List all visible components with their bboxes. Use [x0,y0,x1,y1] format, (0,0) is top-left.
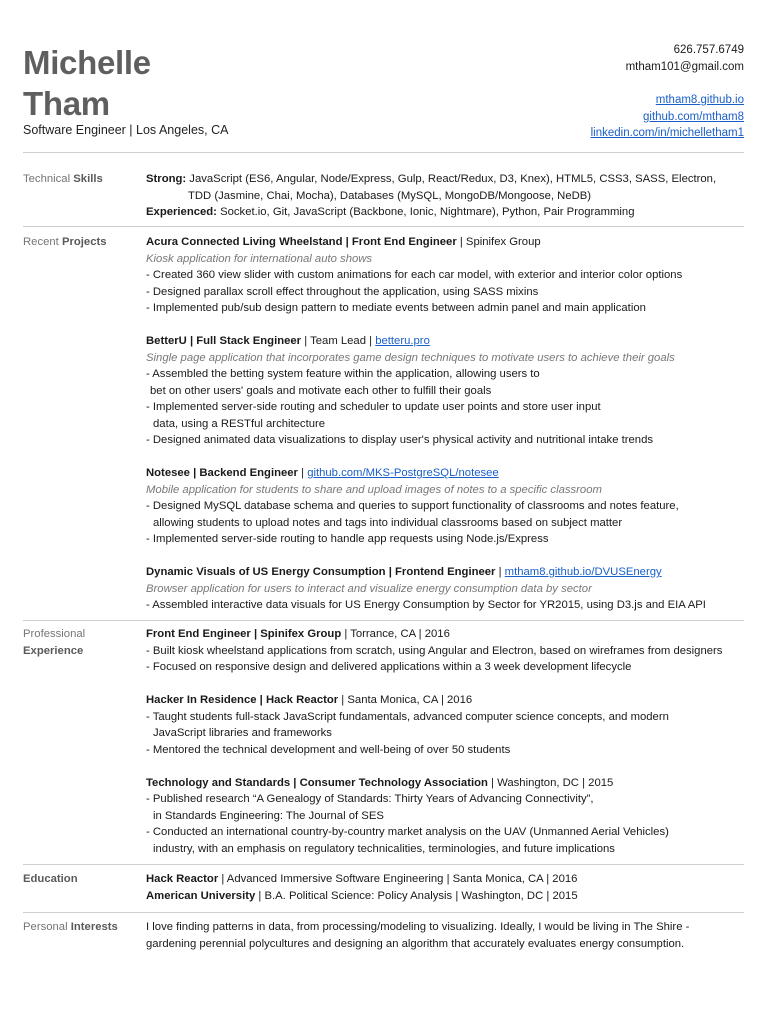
section-label-education: Education [23,873,78,885]
job-title-location: Software Engineer | Los Angeles, CA [23,123,229,137]
project-description: Mobile application for students to share and upload images of notes to a specific classroom [146,483,602,496]
experience-divider [23,864,744,865]
experience-entry: Front End Engineer | Spinifex Group | Torrance, CA | 2016 - Built kiosk wheelstand applications from scratch, using Angular and Electron, based on wireframes from designers - Focused on responsive design and delivered applications within a 3 week development lifecycle [146,628,723,673]
interests-content: I love finding patterns in data, from processing/modeling to visualizing. Ideally, I would be living in The Shire - gardening perennial polycultures and designing an algorithm that accurately evaluates energy consumption. [146,921,690,950]
project-title: BetterU | Full Stack Engineer [146,335,302,347]
first-name: Michelle [23,44,151,81]
section-label-experience: Professional Experience [23,628,86,657]
education-content [146,871,746,904]
experience-content [146,626,746,857]
education-entry: Hack Reactor | Advanced Immersive Software Engineering | Santa Monica, CA | 2016 [146,873,578,885]
experience-title: Technology and Standards | Consumer Technology Association [146,776,488,789]
last-name: Tham [23,85,110,122]
experienced-skills: Socket.io, Git, JavaScript (Backbone, Ionic, Nightmare), Python, Pair Programming [216,206,635,218]
project-entry: Dynamic Visuals of US Energy Consumption | Frontend Engineer | mtham8.github.io/DVUSEnergy Browser application for users to interact and visualize energy consumption data by sector - Assembled interactive data visuals for US Energy Consumption by Sector for YR2015, using D3.js and EIA API [146,564,746,614]
project-link[interactable]: github.com/MKS-PostgreSQL/notesee [307,467,499,479]
project-title: Dynamic Visuals of US Energy Consumption | Frontend Engineer [146,566,496,578]
experience-entry: Hacker In Residence | Hack Reactor | Santa Monica, CA | 2016 - Taught students full-stack JavaScript fundamentals, advanced computer science concepts, and modern JavaScript libraries and frameworks - Mentored the technical development and well-being of over 50 students [146,694,669,756]
website-link[interactable]: mtham8.github.io [655,94,744,106]
project-description: Single page application that incorporates game design techniques to motivate users to achieve their goals [146,351,675,364]
strong-skills: JavaScript (ES6, Angular, Node/Express, Gulp, React/Redux, D3, Knex), HTML5, CSS3, SASS, Electron, [186,173,717,185]
experience-title: Hacker In Residence | Hack Reactor [146,694,339,706]
linkedin-link[interactable]: linkedin.com/in/michelletham1 [590,127,744,139]
header-divider [23,152,744,153]
experience-title: Front End Engineer | Spinifex Group [146,628,342,640]
project-entry: BetterU | Full Stack Engineer | Team Lead | betteru.pro Single page application that incorporates game design techniques to motivate users to achieve their goals - Assembled the betting system feature within the application, allowing users to bet on other users' goals and motivate each other to fulfill their goals - Implemented server-side routing and scheduler to update user points and store user input data, using a RESTful architecture - Designed animated data visualizations to display user's physical activity and nutritional intake trends [146,333,746,449]
project-description: Kiosk application for international auto shows [146,252,373,265]
projects-content [146,234,746,614]
strong-skills-cont: TDD (Jasmine, Chai, Mocha), Databases (MySQL, MongoDB/Mongoose, NeDB) [188,189,592,202]
section-label-projects: Recent Projects [23,236,107,248]
project-description: Browser application for users to interact and visualize energy consumption data by sector [146,582,592,595]
experienced-label: Experienced: [146,206,217,218]
experience-entry: Technology and Standards | Consumer Technology Association | Washington, DC | 2015 - Published research “A Genealogy of Standards: Thirty Years of Advancing Connectivity”, in Standards Engineering: The Journal of SES - Conducted an international country-by-country market analysis on the UAV (Unmanned Aerial Vehicles) industry, with an emphasis on regulatory technicalities, terminologies, and future implications [146,776,669,855]
education-divider [23,912,744,913]
contact-block [591,42,744,142]
project-link[interactable]: betteru.pro [375,335,430,347]
strong-label: Strong: [146,173,187,185]
project-entry: Acura Connected Living Wheelstand | Front End Engineer | Spinifex Group Kiosk application for international auto shows - Created 360 view slider with custom animations for each car model, with exterior and interior color options - Designed parallax scroll effect throughout the application, using SASS mixins - Implemented pub/sub design pattern to mediate events between admin panel and main application [146,234,746,317]
project-entry: Notesee | Backend Engineer | github.com/MKS-PostgreSQL/notesee Mobile application for students to share and upload images of notes to a specific classroom - Designed MySQL database schema and queries to support functionality of classrooms and notes feature, allowing students to upload notes and tags into individual classrooms based on subject matter - Implemented server-side routing to handle app requests using Node.js/Express [146,465,746,548]
project-title: Notesee | Backend Engineer [146,467,298,479]
project-link[interactable]: mtham8.github.io/DVUSEnergy [504,566,662,578]
skills-divider [23,226,744,227]
github-link[interactable]: github.com/mtham8 [643,110,744,123]
candidate-name [23,42,151,124]
projects-divider [23,620,744,621]
phone-number: 626.757.6749 [673,44,744,56]
section-label-skills: Technical Skills [23,173,103,185]
email-address: mtham101@gmail.com [625,60,744,73]
project-title: Acura Connected Living Wheelstand | Front End Engineer [146,236,457,248]
education-entry: American University | B.A. Political Science: Policy Analysis | Washington, DC | 2015 [146,889,578,902]
section-label-interests: Personal Interests [23,921,118,933]
skills-content [146,171,746,221]
